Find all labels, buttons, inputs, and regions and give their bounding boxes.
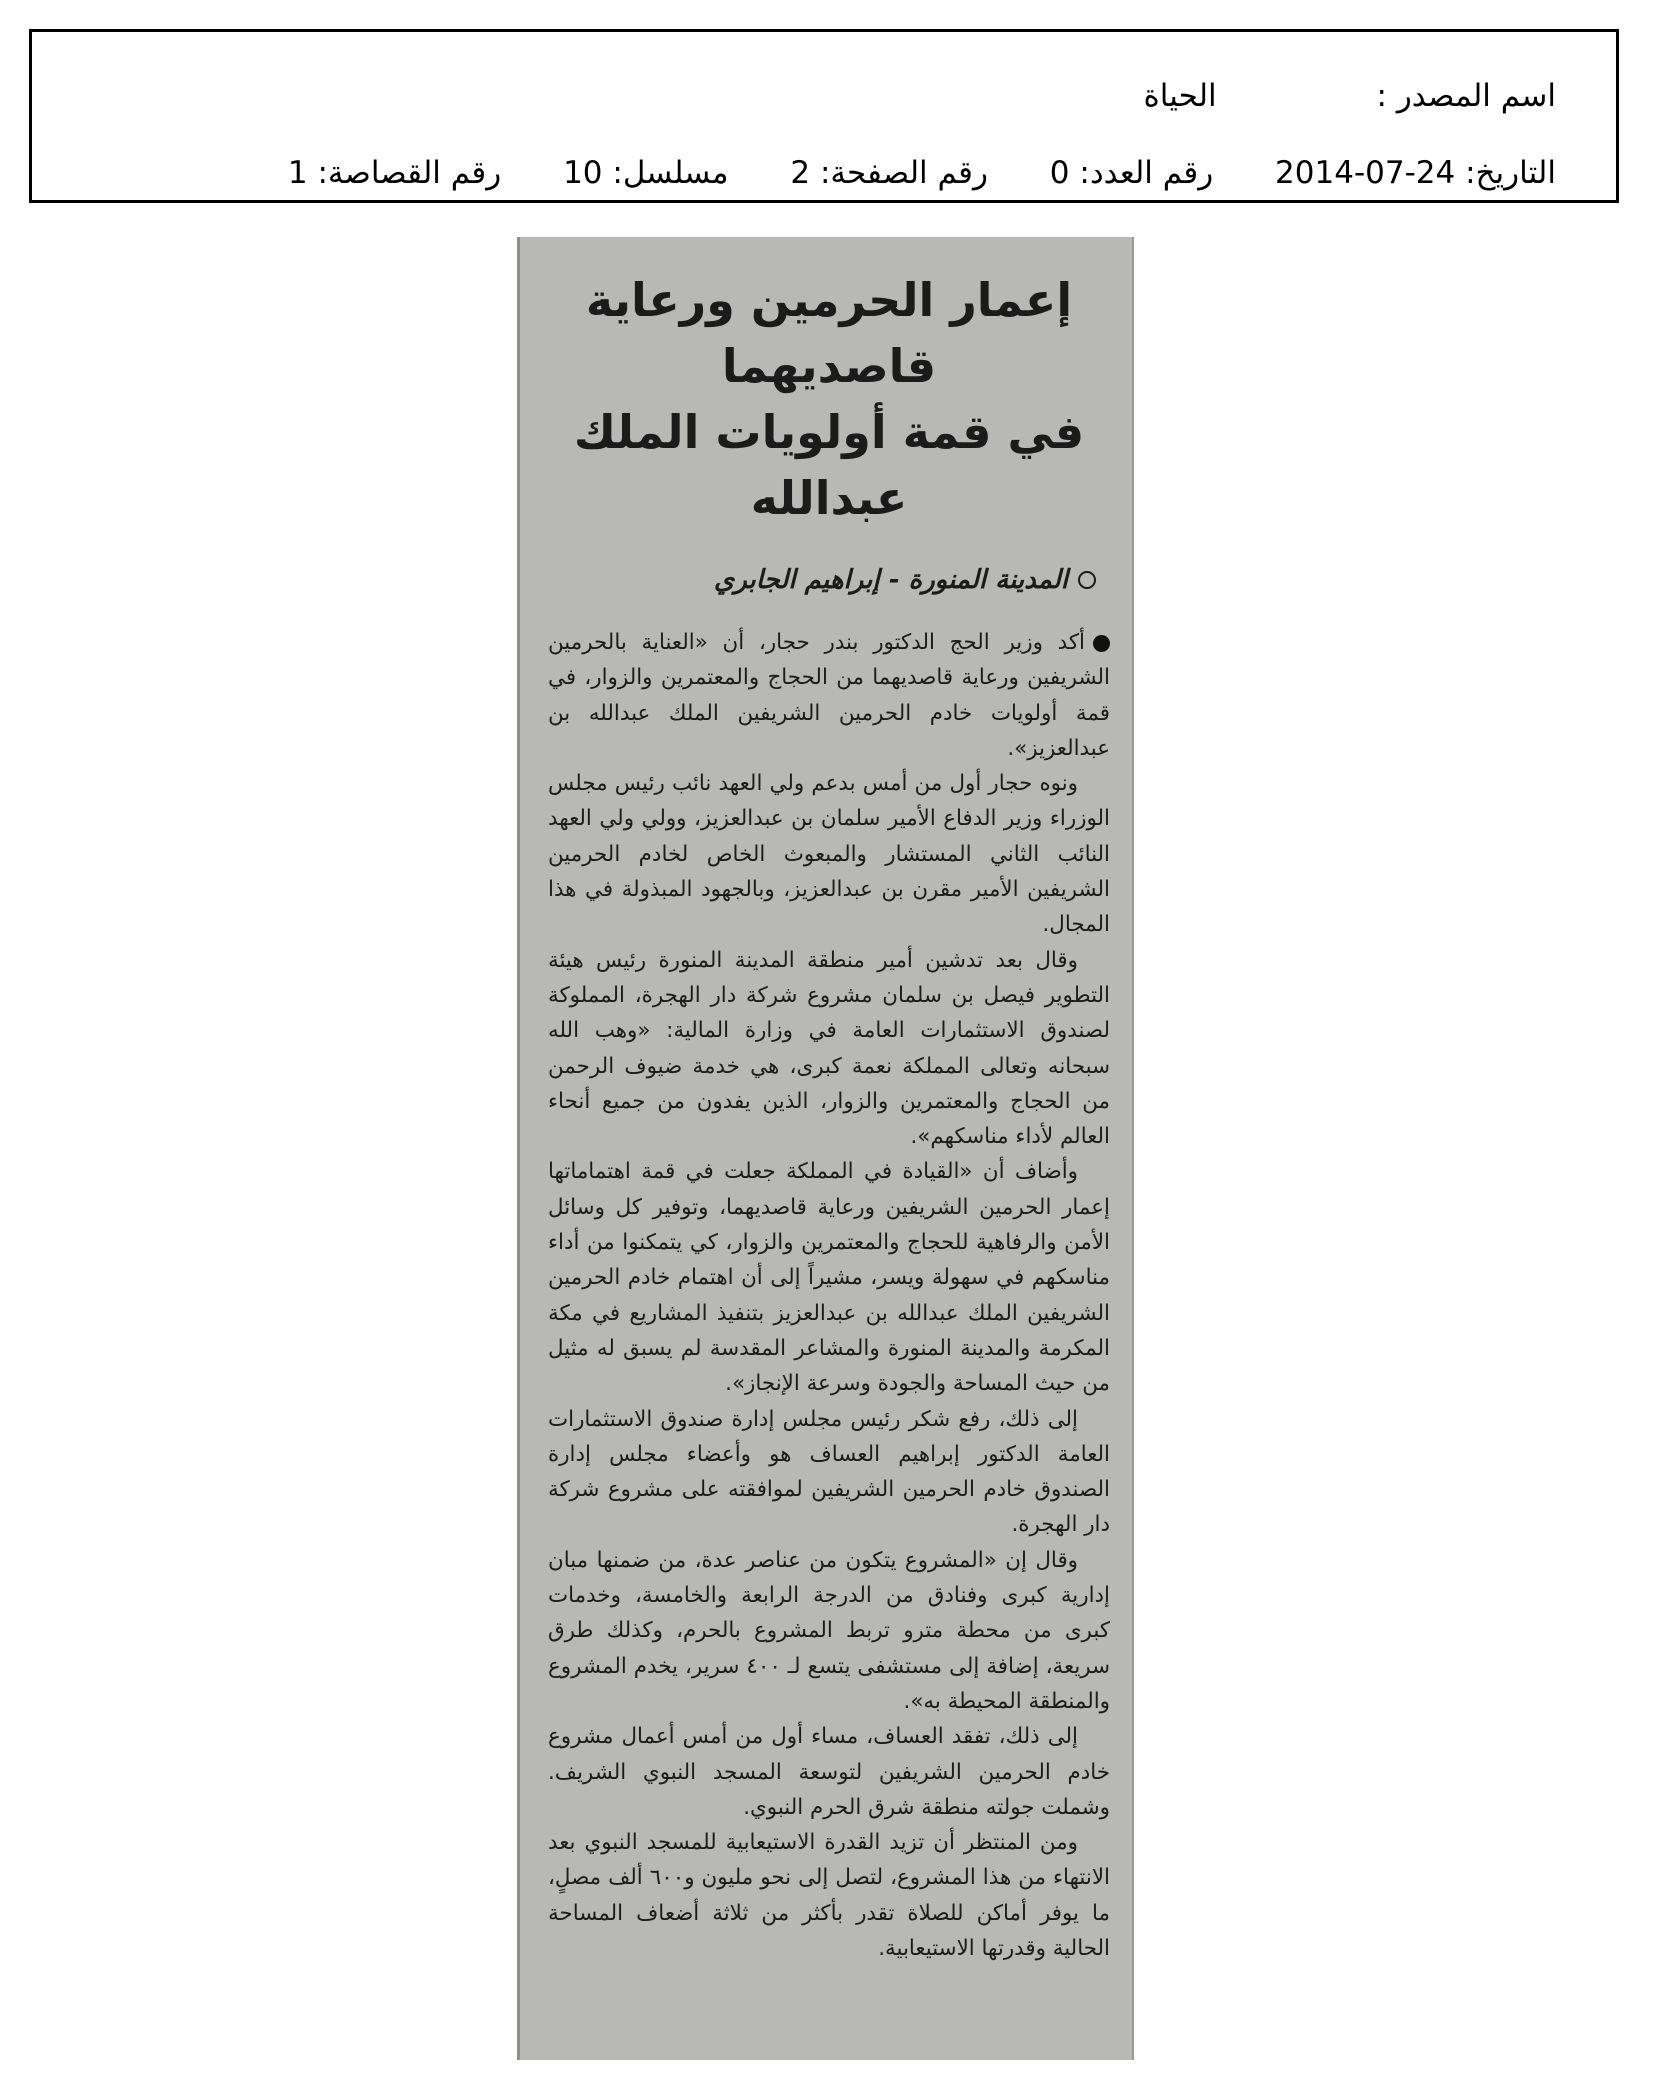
date-field [1275,155,1556,191]
issue-value: 0 [1049,155,1070,191]
article-paragraph: وأضاف أن «القيادة في المملكة جعلت في قمة اهتماماتها إعمار الحرمين الشريفين ورعاية قاصديهما، وتوفير كل وسائل الأمن والرفاهية للحجاج والمعتمرين والزوار، كي يتمكنوا من أداء مناسكهم في سهولة ويسر، مشيراً إلى أن اهتمام خادم الحرمين الشريفين الملك عبدالله بن عبدالعزيز بتنفيذ المشاريع في مكة المكرمة والمدينة المنورة والمشاعر المقدسة لم يسبق له مثيل من حيث المساحة والجودة وسرعة الإنجاز». [548,1159,1110,1397]
page-field [790,155,988,191]
clipping-metadata-box [29,29,1619,203]
article-headline [548,267,1110,531]
paragraph-text: أكد وزير الحج الدكتور بندر حجار، أن «العناية بالحرمين الشريفين ورعاية قاصديهما من الحجاج والمعتمرين والزوار، في قمة أولويات خادم الحرمين الشريفين الملك عبدالله بن عبدالعزيز». [548,630,1110,761]
clip-value: 1 [287,155,308,191]
article-paragraph: إلى ذلك، رفع شكر رئيس مجلس إدارة صندوق الاستثمارات العامة الدكتور إبراهيم العساف هو وأعضاء مجلس إدارة الصندوق خادم الحرمين الشريفين لموافقته على مشروع شركة دار الهجرة. [548,1406,1110,1538]
clip-label: رقم القصاصة: [317,155,502,191]
article-paragraph: وقال بعد تدشين أمير منطقة المدينة المنورة رئيس هيئة التطوير فيصل بن سلمان مشروع شركة دار الهجرة، المملوكة لصندوق الاستثمارات العامة في وزارة المالية: «وهب الله سبحانه وتعالى المملكة نعمة كبرى، هي خدمة ضيوف الرحمن من الحجاج والمعتمرين والزوار، الذين يفدون من جميع أنحاء العالم لأداء مناسكهم». [548,947,1110,1150]
source-label: اسم المصدر : [1376,78,1556,114]
article-paragraph: إلى ذلك، تفقد العساف، مساء أول من أمس أعمال مشروع خادم الحرمين الشريفين لتوسعة المسجد النبوي الشريف. وشملت جولته منطقة شرق الحرم النبوي. [548,1724,1110,1820]
issue-label: رقم العدد: [1079,155,1214,191]
source-row [1144,78,1556,114]
article-body [548,625,1110,1966]
serial-value: 10 [563,155,603,191]
serial-label: مسلسل: [612,155,729,191]
serial-field [563,155,728,191]
newspaper-clipping [517,237,1134,2060]
date-label: التاريخ: [1465,155,1556,191]
date-value: 2014-07-24 [1275,155,1456,191]
headline-line-2: في قمة أولويات الملك عبدالله [573,405,1085,525]
clip-field [288,155,501,191]
clipping-content [548,267,1110,1966]
circle-bullet-icon [1078,571,1096,589]
bullet-dot-icon [1093,635,1110,652]
article-paragraph: ومن المنتظر أن تزيد القدرة الاستيعابية للمسجد النبوي بعد الانتهاء من هذا المشروع، لتصل إلى نحو مليون و٦٠٠ ألف مصلٍ، ما يوفر أماكن للصلاة تقدر بأكثر من ثلاثة أضعاف المساحة الحالية وقدرتها الاستيعابية. [548,1830,1110,1961]
page-value: 2 [790,155,811,191]
byline-text: المدينة المنورة - إبراهيم الجابري [713,565,1068,595]
issue-field [1050,155,1213,191]
article-byline [548,565,1110,595]
article-paragraph: وقال إن «المشروع يتكون من عناصر عدة، من ضمنها مبان إدارية كبرى وفنادق من الدرجة الرابعة والخامسة، وخدمات كبرى من محطة مترو تربط المشروع بالحرم، وكذلك طرق سريعة، إضافة إلى مستشفى يتسع لـ ٤٠٠ سرير، يخدم المشروع والمنطقة المحيطة به». [548,1547,1110,1714]
details-row [236,155,1556,191]
headline-line-1: إعمار الحرمين ورعاية قاصديهما [585,273,1073,393]
article-paragraph [548,625,1110,766]
source-value: الحياة [1143,78,1217,114]
page-label: رقم الصفحة: [819,155,988,191]
article-paragraph: ونوه حجار أول من أمس بدعم ولي العهد نائب رئيس مجلس الوزراء وزير الدفاع الأمير سلمان بن عبدالعزيز، وولي ولي العهد النائب الثاني المستشار والمبعوث الخاص لخادم الحرمين الشريفين الأمير مقرن بن عبدالعزيز، وبالجهود المبذولة في هذا المجال. [548,771,1110,938]
